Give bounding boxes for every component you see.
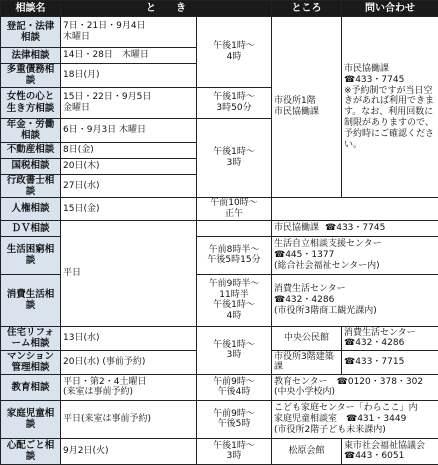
place-cell: 市役所1階 市民協働課 bbox=[272, 17, 342, 198]
date-cell: 15日(金) bbox=[61, 198, 197, 221]
date-cell: 20日(水) (事前予約) bbox=[61, 350, 197, 374]
date-cell: 15日・22日・9月5日 金曜日 bbox=[61, 87, 197, 118]
date-cell: 14日・28日 木曜日 bbox=[61, 48, 197, 64]
header-where: ところ bbox=[272, 1, 342, 17]
time-cell: 午後1時～ 3時 bbox=[197, 438, 272, 464]
contact-cell: ☎433・7715 bbox=[342, 350, 438, 374]
table-row bbox=[1, 438, 438, 464]
date-cell: 平日(来室は事前予約) bbox=[61, 400, 197, 438]
header-when: と き bbox=[61, 1, 272, 17]
place-contact-cell: 消費生活センター ☎432・4286 (市役所3階商工観光課内) bbox=[272, 274, 438, 326]
header-contact: 問い合わせ bbox=[342, 1, 438, 17]
time-cell: 午前9時～ 午後4時 bbox=[197, 374, 272, 400]
place-cell: 中央公民館 bbox=[272, 326, 342, 350]
date-cell: 18日(月) bbox=[61, 64, 197, 88]
header-category: 相談名 bbox=[1, 1, 61, 17]
category-cell: 生活困窮相談 bbox=[1, 236, 61, 274]
time-cell: 午後1時～ 3時 bbox=[197, 326, 272, 374]
category-cell: 消費生活相談 bbox=[1, 274, 61, 326]
time-cell bbox=[197, 220, 272, 236]
category-cell: 行政書士相談 bbox=[1, 174, 61, 198]
category-cell: 登記・法律相談 bbox=[1, 17, 61, 48]
date-cell: 平日・第2・4土曜日 (来室は事前予約) bbox=[61, 374, 197, 400]
category-cell: ＤＶ相談 bbox=[1, 220, 61, 236]
time-cell: 午前8時半～ 午後5時15分 bbox=[197, 236, 272, 274]
date-cell: 7日・21日・9月4日 木曜日 bbox=[61, 17, 197, 48]
category-cell: 教育相談 bbox=[1, 374, 61, 400]
place-cell: 市役所3階建築課 bbox=[272, 350, 342, 374]
header-row bbox=[1, 1, 438, 17]
contact-cell: 東市社会福祉協議会 ☎443・6051 bbox=[342, 438, 438, 464]
table-row bbox=[1, 400, 438, 438]
category-cell: 女性の心と生き方相談 bbox=[1, 87, 61, 118]
category-cell: 住宅リフォーム相談 bbox=[1, 326, 61, 350]
time-cell: 午後1時～ 3時50分 bbox=[197, 87, 272, 118]
time-cell: 午後1時～ 4時 bbox=[197, 17, 272, 88]
table-row bbox=[1, 198, 438, 221]
date-cell: 8日(金) bbox=[61, 142, 197, 158]
time-cell: 午前10時～ 正午 bbox=[197, 198, 272, 221]
category-cell: 人権相談 bbox=[1, 198, 61, 221]
category-cell: 心配ごと相談 bbox=[1, 438, 61, 464]
category-cell: 多重債務相談 bbox=[1, 64, 61, 88]
category-cell: 不動産相談 bbox=[1, 142, 61, 158]
place-contact-cell: 生活自立相談支援センター ☎445・1377 (総合社会福祉センター内) bbox=[272, 236, 438, 274]
table-row bbox=[1, 220, 438, 236]
category-cell: 法律相談 bbox=[1, 48, 61, 64]
place-contact-cell bbox=[272, 220, 438, 236]
category-cell: マンション管理相談 bbox=[1, 350, 61, 374]
phone-text: ☎433・7745 bbox=[325, 223, 385, 234]
date-cell: 平日 bbox=[61, 220, 197, 326]
date-cell: 20日(木) bbox=[61, 158, 197, 174]
table-row bbox=[1, 374, 438, 400]
category-cell: 国税相談 bbox=[1, 158, 61, 174]
date-cell: 27日(水) bbox=[61, 174, 197, 198]
date-cell: 6日・9月3日 木曜日 bbox=[61, 118, 197, 142]
time-cell: 午前9時～ 午後5時 bbox=[197, 400, 272, 438]
date-cell: 13日(水) bbox=[61, 326, 197, 350]
category-cell: 家庭児童相談 bbox=[1, 400, 61, 438]
table-row bbox=[1, 326, 438, 350]
place-text: 市民協働課 bbox=[274, 223, 319, 233]
place-contact-cell: 教育センター ☎0120・378・302 (中央小学校内) bbox=[272, 374, 438, 400]
place-cell: 松原会館 bbox=[272, 438, 342, 464]
time-cell: 午後1時～ 3時 bbox=[197, 118, 272, 198]
table-row bbox=[1, 17, 438, 48]
contact-cell: 市民協働課 ☎433・7745 ※予約制ですが当日空きがあれば利用できます。なお、利用回数に制限がありますので、予約時にご確認ください。 bbox=[342, 17, 438, 198]
place-contact-cell: こども家庭センター「わらここ」内 家庭児童相談室 ☎431・3449 (市役所2階子ども未来課内) bbox=[272, 400, 438, 438]
contact-cell: 消費生活センター ☎432・4286 bbox=[342, 326, 438, 350]
date-cell: 9月2日(火) bbox=[61, 438, 197, 464]
category-cell: 年金・労働相談 bbox=[1, 118, 61, 142]
time-cell: 午前9時半～ 11時半 午後1時～ 4時 bbox=[197, 274, 272, 326]
